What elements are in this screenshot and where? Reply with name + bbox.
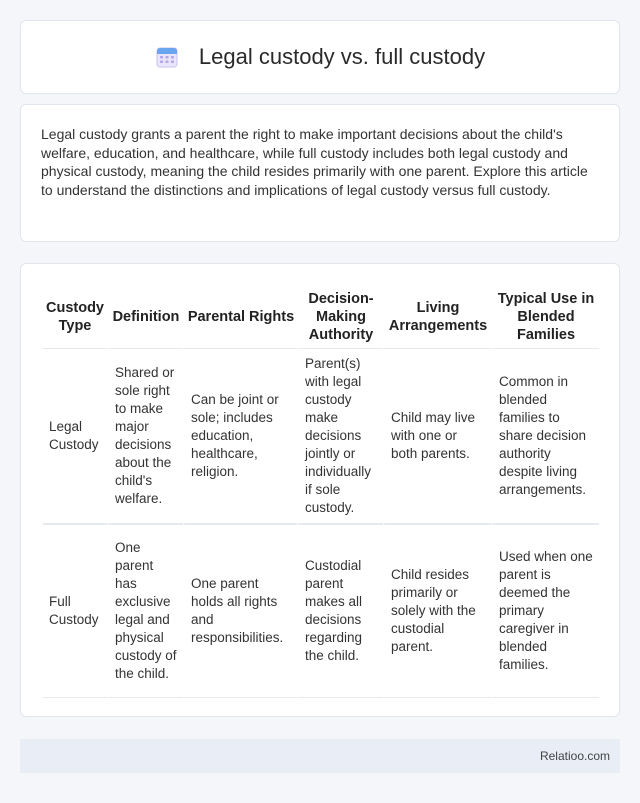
intro-text: Legal custody grants a parent the right to make important decisions about the child's welfare, education, and healthcare, while full custody includes both legal custody and physical custody, meaning the child resides primarily with one parent. Explore this article to understand the distinctions and implications of legal custody versus full custody. xyxy=(41,126,588,198)
footer xyxy=(20,739,620,773)
table-cell: Child resides primarily or solely with the custodial parent. xyxy=(383,524,491,698)
column-header: Definition xyxy=(107,286,183,348)
column-header: Custody Type xyxy=(46,300,104,334)
comparison-table xyxy=(43,286,599,698)
table-cell: One parent has exclusive legal and physical custody of the child. xyxy=(107,524,183,698)
title-card xyxy=(20,20,620,94)
column-header: Parental Rights xyxy=(183,286,297,348)
table-cell: Can be joint or sole; includes education, healthcare, religion. xyxy=(183,348,297,524)
table-cell: Legal Custody xyxy=(43,348,107,524)
column-header: Typical Use in Blended Families xyxy=(491,286,599,348)
table-row xyxy=(43,524,599,698)
calendar-icon xyxy=(155,45,179,69)
intro-card xyxy=(20,104,620,242)
footer-brand: Relatioo.com xyxy=(539,749,610,763)
table-row xyxy=(43,348,599,524)
table-cell: Shared or sole right to make major decisions about the child's welfare. xyxy=(107,348,183,524)
table-cell: Custodial parent makes all decisions regarding the child. xyxy=(297,524,383,698)
table-cell: One parent holds all rights and responsibilities. xyxy=(183,524,297,698)
column-header: Decision-Making Authority xyxy=(297,286,383,348)
table-header-row xyxy=(43,286,599,348)
column-header: Living Arrangements xyxy=(383,286,491,348)
table-cell: Used when one parent is deemed the primary caregiver in blended families. xyxy=(491,524,599,698)
table-cell: Child may live with one or both parents. xyxy=(383,348,491,524)
table-cell: Parent(s) with legal custody make decisions jointly or individually if sole custody. xyxy=(297,348,383,524)
page-title: Legal custody vs. full custody xyxy=(198,44,486,69)
table-card xyxy=(20,263,620,717)
table-cell: Full Custody xyxy=(43,524,107,698)
table-cell: Common in blended families to share decision authority despite living arrangements. xyxy=(491,348,599,524)
